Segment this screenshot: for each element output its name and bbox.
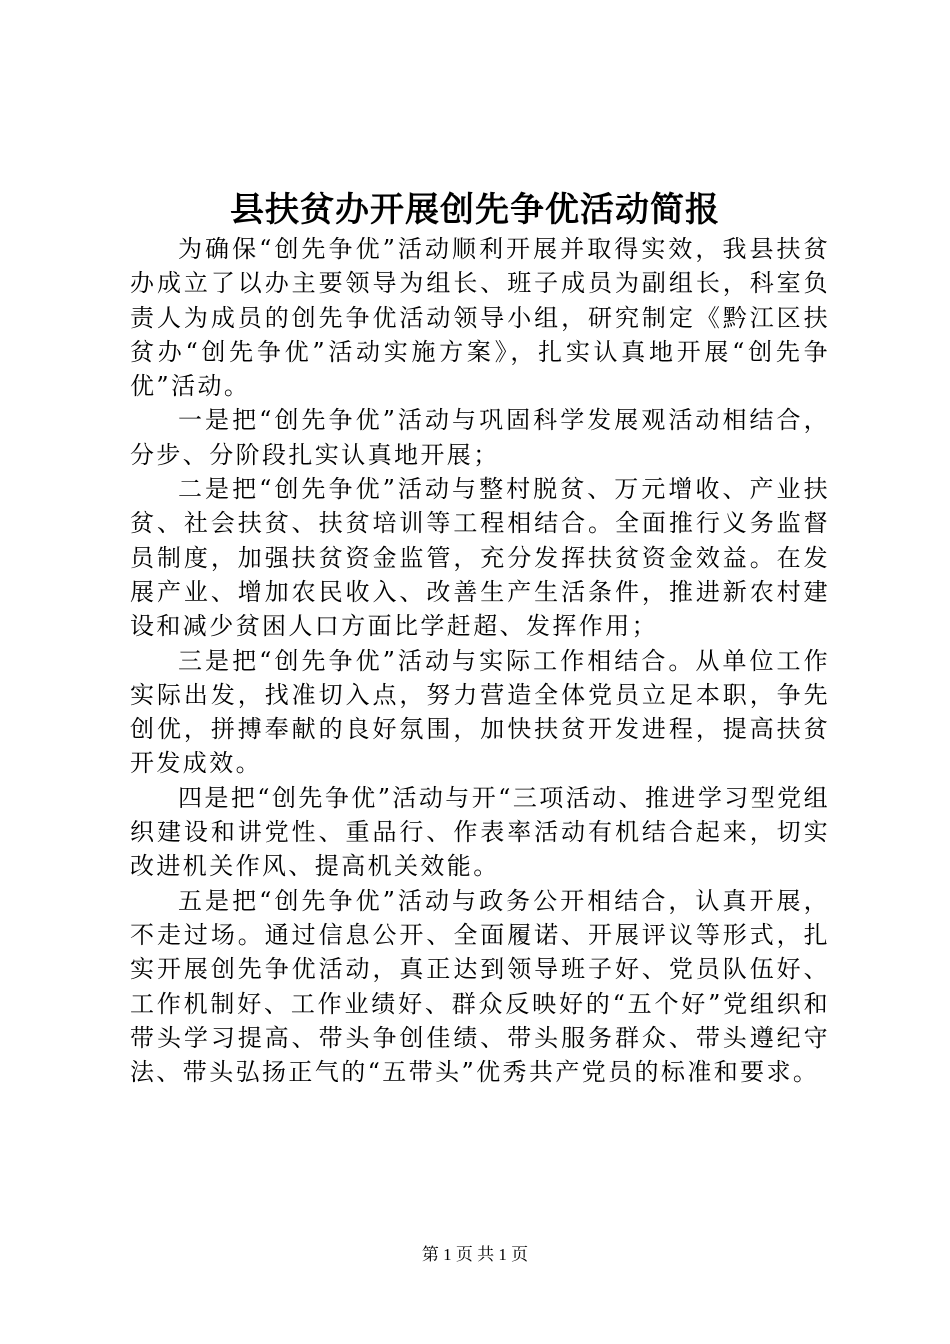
paragraph-intro: 为确保“创先争优”活动顺利开展并取得实效，我县扶贫办成立了以办主要领导为组长、班子成员为副组长，科室负责人为成员的创先争优活动领导小组，研究制定《黔江区扶贫办“创先争优”活动实施方案》，扎实认真地开展“创先争优”活动。	[130, 235, 830, 401]
paragraph-point-1: 一是把“创先争优”活动与巩固科学发展观活动相结合，分步、分阶段扎实认真地开展；	[130, 406, 830, 469]
document-body	[130, 232, 830, 1089]
document-title: 县扶贫办开展创先争优活动简报	[230, 190, 720, 230]
paragraph-point-2: 二是把“创先争优”活动与整村脱贫、万元增收、产业扶贫、社会扶贫、扶贫培训等工程相结合。全面推行义务监督员制度，加强扶贫资金监管，充分发挥扶贫资金效益。在发展产业、增加农民收入、改善生产生活条件，推进新农村建设和减少贫困人口方面比学赶超、发挥作用；	[130, 475, 830, 641]
paragraph-point-3: 三是把“创先争优”活动与实际工作相结合。从单位工作实际出发，找准切入点，努力营造全体党员立足本职，争先创优，拼搏奉献的良好氛围，加快扶贫开发进程，提高扶贫开发成效。	[130, 646, 830, 778]
paragraph-point-4: 四是把“创先争优”活动与开“三项活动、推进学习型党组织建设和讲党性、重品行、作表率活动有机结合起来，切实改进机关作风、提高机关效能。	[130, 783, 830, 881]
page-number-footer: 第 1 页 共 1 页	[421, 1245, 529, 1264]
paragraph-point-5: 五是把“创先争优”活动与政务公开相结合，认真开展，不走过场。通过信息公开、全面履诺、开展评议等形式，扎实开展创先争优活动，真正达到领导班子好、党员队伍好、工作机制好、工作业绩好、群众反映好的“五个好”党组织和带头学习提高、带头争创佳绩、带头服务群众、带头遵纪守法、带头弘扬正气的“五带头”优秀共产党员的标准和要求。	[130, 886, 830, 1087]
